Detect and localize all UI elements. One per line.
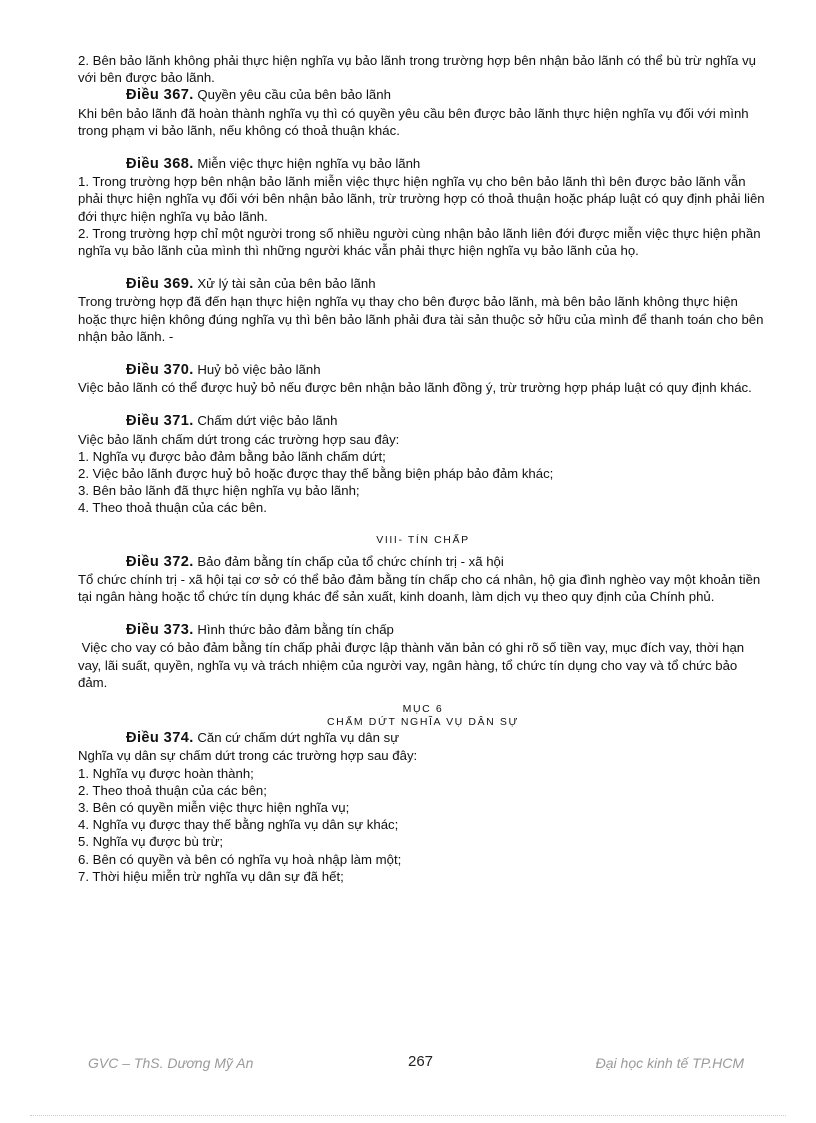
article-number: Điều 372. (126, 553, 194, 570)
articles-group-b (78, 553, 768, 691)
article-heading (78, 361, 768, 379)
article-title: Chấm dứt việc bảo lãnh (197, 413, 338, 429)
chapter-heading (78, 703, 768, 729)
article-title: Miễn việc thực hiện nghĩa vụ bảo lãnh (197, 156, 421, 172)
article-paragraph: 1. Nghĩa vụ được hoàn thành; (78, 765, 254, 781)
article-number: Điều 367. (126, 87, 194, 104)
chapter-number: MỤC 6 (402, 703, 444, 716)
bottom-divider (30, 1115, 786, 1116)
articles-group-c (78, 729, 768, 885)
article-title: Bảo đảm bằng tín chấp của tổ chức chính trị - xã hội (197, 553, 504, 569)
article-paragraph: 1. Nghĩa vụ được bảo đảm bằng bảo lãnh chấm dứt; (78, 448, 386, 464)
article (78, 553, 768, 606)
article-paragraph: 2. Theo thoả thuận của các bên; (78, 782, 267, 798)
page-body (78, 52, 768, 885)
article-paragraph: Khi bên bảo lãnh đã hoàn thành nghĩa vụ thì có quyền yêu cầu bên được bảo lãnh thực hiện nghĩa vụ đối với mình trong phạm vi bảo lãnh, nếu không có thoả thuận khác. (78, 105, 749, 138)
article-paragraph: Tổ chức chính trị - xã hội tại cơ sở có thể bảo đảm bằng tín chấp cho cá nhân, hộ gia đình nghèo vay một khoản tiền tại ngân hàng hoặc tổ chức tín dụng khác để sản xuất, kinh doanh, làm dịch vụ theo quy định của Chính phủ. (78, 571, 761, 605)
article-heading (78, 553, 768, 571)
articles-group-a (78, 86, 768, 516)
article-heading (78, 729, 768, 747)
intro-paragraph: 2. Bên bảo lãnh không phải thực hiện nghĩa vụ bảo lãnh trong trường hợp bên nhận bảo lãnh có thể bù trừ nghĩa vụ với bên được bảo lãnh. (78, 53, 757, 86)
article-paragraph: Việc cho vay có bảo đảm bằng tín chấp phải được lập thành văn bản có ghi rõ số tiền vay, mục đích vay, thời hạn vay, lãi suất, quyền, nghĩa vụ và trách nhiệm của người vay, ngân hàng, tổ chức tín dụng cho vay và tổ chức bảo đảm. (78, 640, 745, 690)
article-heading (78, 275, 768, 293)
article-number: Điều 373. (126, 622, 194, 639)
article-paragraph: 4. Nghĩa vụ được thay thế bằng nghĩa vụ dân sự khác; (78, 817, 399, 833)
article-paragraph: Trong trường hợp đã đến hạn thực hiện nghĩa vụ thay cho bên được bảo lãnh, mà bên bảo lãnh không thực hiện hoặc thực hiện không đúng nghĩa vụ thì bên bảo lãnh phải đưa tài sản thuộc sở hữu của mình để thanh toán cho bên nhận bảo lãnh. - (78, 294, 764, 344)
footer-author: GVC – ThS. Dương Mỹ An (88, 1055, 254, 1071)
article-paragraph: Nghĩa vụ dân sự chấm dứt trong các trường hợp sau đây: (78, 748, 418, 764)
article-paragraph: 1. Trong trường hợp bên nhận bảo lãnh miễn việc thực hiện nghĩa vụ cho bên bảo lãnh thì bên được bảo lãnh vẫn phải thực hiện nghĩa vụ đối với bên nhận bảo lãnh, trừ trường hợp có thoả thuận hoặc pháp luật có quy định phải liên đới thực hiện nghĩa vụ bảo lãnh. (78, 174, 765, 224)
page-footer (88, 1055, 744, 1075)
article (78, 86, 768, 139)
article-paragraph: 2. Trong trường hợp chỉ một người trong số nhiều người cùng nhận bảo lãnh liên đới được miễn việc thực hiện phần nghĩa vụ bảo lãnh của mình thì những người khác vẫn phải thực hiện nghĩa vụ bảo lãnh của họ. (78, 225, 761, 259)
article-paragraph: 5. Nghĩa vụ được bù trừ; (78, 834, 224, 850)
article-heading (78, 621, 768, 639)
article-title: Xử lý tài sản của bên bảo lãnh (197, 276, 376, 292)
article-number: Điều 368. (126, 156, 194, 173)
article-paragraph: Việc bảo lãnh có thể được huỷ bỏ nếu được bên nhận bảo lãnh đồng ý, trừ trường hợp pháp luật có quy định khác. (78, 380, 752, 396)
article-paragraph: 4. Theo thoả thuận của các bên. (78, 500, 267, 516)
article-paragraph: 3. Bên có quyền miễn việc thực hiện nghĩa vụ; (78, 799, 350, 815)
article-title: Hình thức bảo đảm bằng tín chấp (197, 622, 394, 638)
article (78, 621, 768, 691)
article-paragraph: 7. Thời hiệu miễn trừ nghĩa vụ dân sự đã hết; (78, 868, 344, 884)
article (78, 275, 768, 345)
article-heading (78, 412, 768, 430)
article-title: Quyền yêu cầu của bên bảo lãnh (197, 87, 391, 103)
article-paragraph: 6. Bên có quyền và bên có nghĩa vụ hoà nhập làm một; (78, 851, 402, 867)
article-heading (78, 155, 768, 173)
page-number: 267 (408, 1053, 434, 1070)
section-heading-tin-chap: VIII- TÍN CHẤP (376, 533, 470, 546)
article-number: Điều 371. (126, 413, 194, 430)
article-paragraph: 3. Bên bảo lãnh đã thực hiện nghĩa vụ bảo lãnh; (78, 483, 360, 499)
article-number: Điều 374. (126, 730, 194, 747)
article-paragraph: Việc bảo lãnh chấm dứt trong các trường hợp sau đây: (78, 431, 400, 447)
article-title: Căn cứ chấm dứt nghĩa vụ dân sự (197, 730, 400, 746)
article-title: Huỷ bỏ việc bảo lãnh (197, 362, 321, 378)
article-number: Điều 369. (126, 276, 194, 293)
article-heading (78, 86, 768, 104)
article (78, 729, 768, 885)
chapter-title: CHẤM DỨT NGHĨA VỤ DÂN SỰ (326, 716, 520, 729)
article-number: Điều 370. (126, 362, 194, 379)
article-paragraph: 2. Việc bảo lãnh được huỷ bỏ hoặc được thay thế bằng biện pháp bảo đảm khác; (78, 466, 554, 482)
footer-institution: Đại học kinh tế TP.HCM (595, 1055, 744, 1071)
article (78, 361, 768, 396)
article (78, 155, 768, 259)
article (78, 412, 768, 516)
